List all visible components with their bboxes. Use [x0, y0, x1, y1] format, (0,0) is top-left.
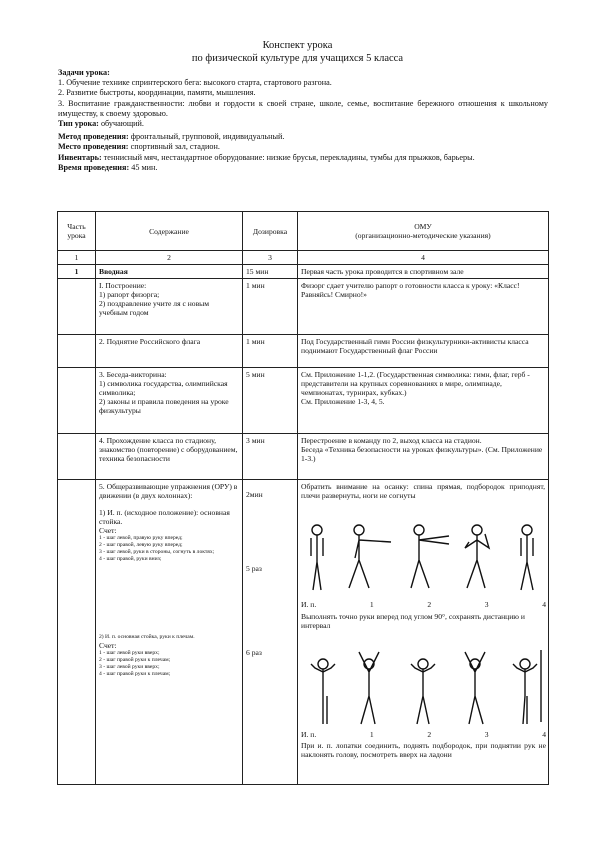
place-label: Место проведения: [58, 142, 129, 152]
method-label: Метод проведения: [58, 132, 129, 142]
section-note: Первая часть урока проводится в спортивном зале [298, 265, 549, 279]
header-content: Содержание [96, 212, 243, 251]
col-number: 3 [243, 251, 298, 265]
stick-figure-step-3 [465, 525, 489, 588]
table-number-row [58, 251, 549, 265]
figure-label: 2 [427, 600, 432, 609]
ex1-step: 4 - шаг правой, руки вниз; [99, 556, 162, 562]
ex1-title: 1) И. п. (исходное положение): основная стойка. [99, 508, 230, 526]
figure-label: 3 [484, 730, 489, 739]
ex1-dose: 5 раз [246, 564, 262, 573]
ору-content [96, 480, 243, 785]
ex2-step: 3 - шаг левой руки вверх; [99, 664, 160, 670]
place-value: спортивный зал, стадион. [128, 142, 220, 152]
ex1-step: 1 - шаг левой, правую руку вперед; [99, 535, 183, 541]
row-dose: 1 мин [243, 279, 298, 335]
header-dose: Дозировка [243, 212, 298, 251]
meta-block [58, 68, 548, 173]
ору-note-top: Обратить внимание на осанку: спина прямая, подбородок приподнят, плечи развернуты, ноги не согнуты [301, 482, 545, 500]
ору-note-mid: Выполнять точно руки вперед под углом 90°, сохранять дистанцию и интервал [301, 612, 525, 630]
method-value: фронтальный, групповой, индивидуальный. [128, 132, 285, 142]
section-number: 1 [58, 265, 96, 279]
stick-figure-step-3 [465, 652, 485, 724]
ex2-block [99, 634, 195, 678]
stick-figure-start [311, 525, 323, 590]
row-note: Физорг сдает учителю рапорт о готовности класса к уроку: «Класс! Равняйсь! Смирно!» [298, 279, 549, 335]
ору-dose-main: 2мин [246, 490, 263, 499]
table-row [58, 434, 549, 480]
ex1-count: Счет: [99, 526, 117, 535]
header-omu-subtitle: (организационно-методические указания) [355, 231, 491, 240]
table-row [58, 335, 549, 368]
header-part: Часть урока [58, 212, 96, 251]
header-omu [298, 212, 549, 251]
row-content: I. Построение: 1) рапорт физорга; 2) поздравление учите ля с новым учебным годом [96, 279, 243, 335]
stick-figure-step-4 [521, 525, 533, 590]
stick-figure-step-4 [513, 650, 541, 724]
ору-note-bottom: При и. п. лопатки соединить, поднять подбородок, при поднятии рук не наклонять голову, посмотреть вверх на ладони [301, 741, 546, 759]
labels-row-2 [301, 730, 546, 739]
col-number: 1 [58, 251, 96, 265]
ex1-step: 2 - шаг правой, левую руку вперед; [99, 542, 183, 548]
row-content: 2. Поднятие Российского флага [96, 335, 243, 368]
header-omu-title: ОМУ [414, 222, 432, 231]
ex2-title: 2) И. п. основная стойка, руки к плечам. [99, 634, 195, 640]
row-dose: 1 мин [243, 335, 298, 368]
table-row-ору [58, 480, 549, 785]
ору-notes [298, 480, 549, 785]
figure-label: 2 [427, 730, 432, 739]
figure-label: 1 [369, 600, 374, 609]
figure-label: 4 [542, 730, 546, 739]
inventory-label: Инвентарь: [58, 152, 102, 162]
ex2-count: Счет: [99, 641, 117, 650]
stick-figure-step-1 [359, 652, 379, 724]
stick-figure-start [311, 659, 335, 724]
task-item: 2. Развитие быстроты, координации, памяти, мышления. [58, 88, 256, 98]
col-number: 2 [96, 251, 243, 265]
ex2-step: 2 - шаг правой руки к плечам; [99, 657, 171, 663]
lesson-type-label: Тип урока: [58, 119, 99, 129]
ex2-dose: 6 раз [246, 648, 262, 657]
labels-row-1 [301, 600, 546, 609]
doc-title-line2: по физической культуре для учащихся 5 класса [191, 53, 404, 64]
table-row [58, 368, 549, 434]
figure-label: 3 [484, 600, 489, 609]
ору-dose [243, 480, 298, 785]
table-header-row [58, 212, 549, 251]
row-content: 3. Беседа-викторина: 1) символика государства, олимпийская символика; 2) законы и правила поведения на уроке физкультуры [96, 368, 243, 434]
row-dose: 5 мин [243, 368, 298, 434]
task-item: 3. Воспитание гражданственности: любви и гордости к своей стране, школе, семье, воспитание бережного отношения к школьному имуществу, к своему здоровью. [58, 98, 548, 118]
lesson-table [57, 211, 549, 785]
stick-figure-step-2 [411, 659, 435, 724]
col-number: 4 [298, 251, 549, 265]
table-row [58, 279, 549, 335]
ору-heading: 5. Общеразвивающие упражнения (ОРУ) в движении (в двух колоннах): [99, 482, 238, 500]
section-row [58, 265, 549, 279]
section-dose: 15 мин [243, 265, 298, 279]
stick-figure-step-1 [349, 525, 391, 588]
figure-label: И. п. [301, 600, 317, 609]
ex2-step: 4 - шаг правой руки к плечам; [99, 671, 171, 677]
tasks-heading: Задачи урока: [58, 68, 110, 77]
stick-figures-exercise-1 [301, 524, 546, 596]
row-note: Под Государственный гимн России физкультурники-активисты класса поднимают Государственный флаг России [298, 335, 549, 368]
task-item: 1. Обучение технике спринтерского бега: высокого старта, стартового разгона. [58, 78, 332, 88]
doc-title-line1: Конспект урока [262, 40, 333, 51]
row-dose: 3 мин [243, 434, 298, 480]
ex2-step: 1 - шаг левой руки вверх; [99, 650, 160, 656]
row-note: См. Приложение 1-1,2. (Государственная символика: гимн, флаг, герб - представители на крупных соревнованиях в мире, олимпиаде, чемпионатах, турнирах, кубках.) См. Приложение 1-3, 4, 5. [298, 368, 549, 434]
section-name: Вводная [96, 265, 243, 279]
row-content: 4. Прохождение класса по стадиону, знакомство (повторение) с оборудованием, техника безопасности [96, 434, 243, 480]
inventory-value: теннисный мяч, нестандартное оборудование: низкие брусья, перекладины, тумбы для прыжков, барьеры. [101, 152, 475, 162]
time-value: 45 мин. [129, 162, 158, 172]
ex1-step: 3 - шаг левой, руки в стороны, согнуть в локтях; [99, 549, 215, 555]
row-note: Перестроение в команду по 2, выход класса на стадион. Беседа «Техника безопасности на уроках физкультуры». (См. Приложение 1-3.) [298, 434, 549, 480]
lesson-type-value: обучающий. [98, 119, 144, 129]
time-label: Время проведения: [58, 162, 130, 172]
figure-label: И. п. [301, 730, 317, 739]
stick-figure-step-2 [411, 525, 449, 588]
figure-label: 4 [542, 600, 546, 609]
figure-label: 1 [369, 730, 374, 739]
stick-figures-exercise-2 [301, 650, 546, 728]
